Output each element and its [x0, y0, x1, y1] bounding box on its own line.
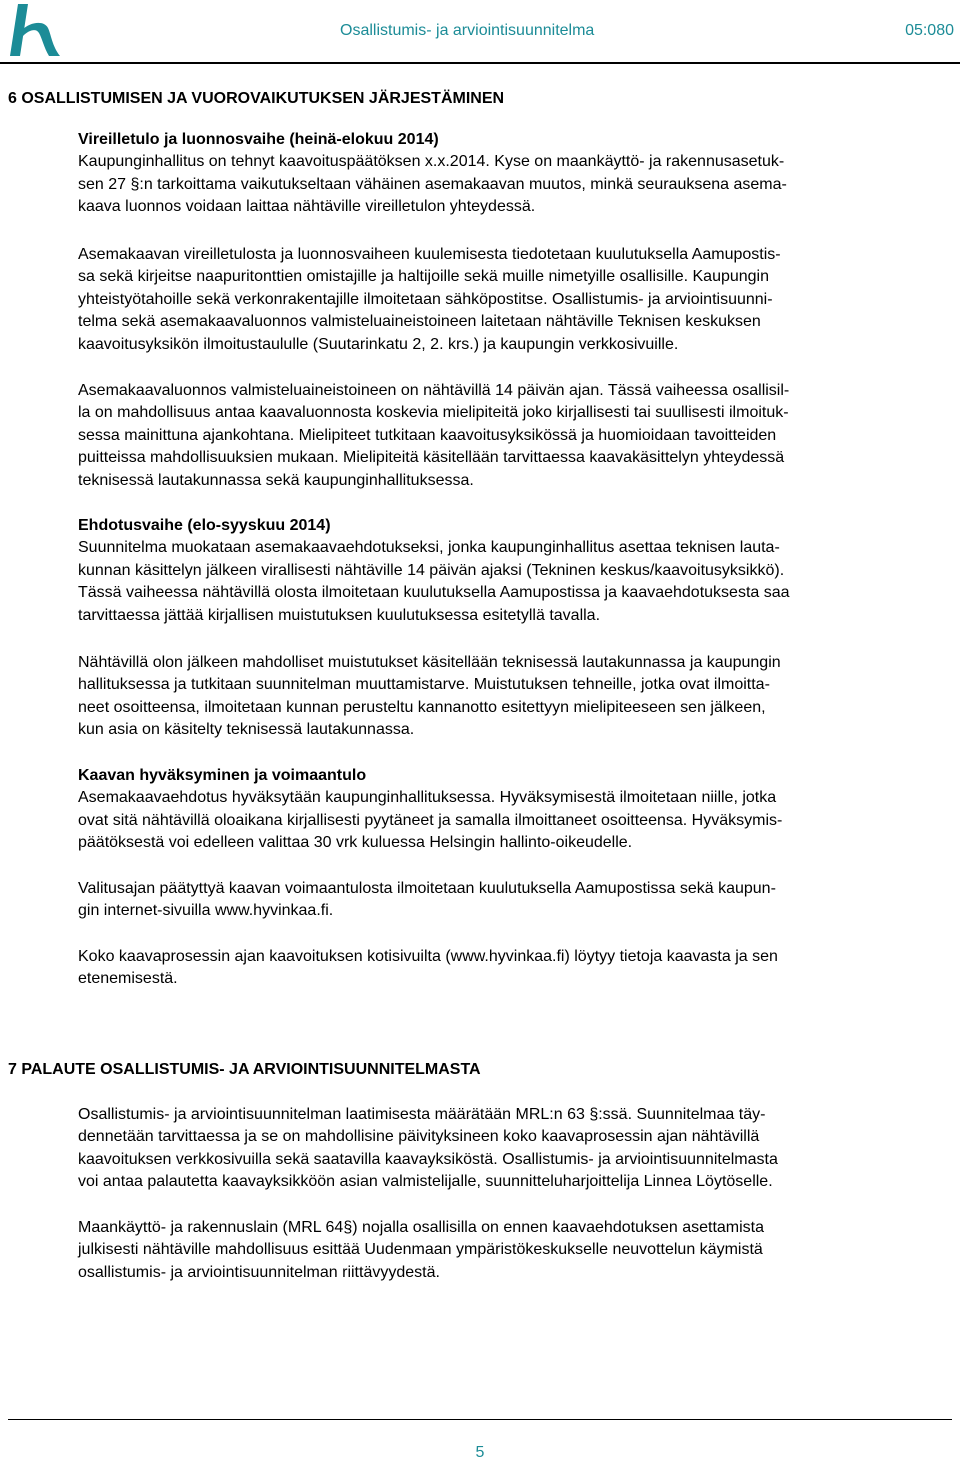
vireilletulo-paragraph-1 — [78, 151, 950, 218]
vireilletulo-paragraph-2 — [78, 244, 950, 356]
text-line: julkisesti nähtäville mahdollisuus esittää Uudenmaan ympäristökeskukselle neuvottelun käymistä — [78, 1241, 763, 1259]
hyvaksyminen-title: Kaavan hyväksyminen ja voimaantulo — [78, 767, 367, 784]
document-code: 05:080 — [905, 22, 954, 39]
ehdotus-title: Ehdotusvaihe (elo-syyskuu 2014) — [78, 517, 331, 534]
text-line: gin internet-sivuilla www.hyvinkaa.fi. — [78, 902, 334, 920]
text-line: Kaupunginhallitus on tehnyt kaavoituspäätöksen x.x.2014. Kyse on maankäyttö- ja rakennusasetuk- — [78, 153, 785, 171]
text-line: dennetään tarvittaessa ja se on mahdollisine päivityksineen koko kaavaprosessin ajan nähtävillä — [78, 1128, 760, 1146]
vireilletulo-block — [78, 129, 950, 219]
text-line: sessa mainittuna ajankohtana. Mielipiteet tutkitaan kaavoitusyksikössä ja huomioidaan tavoitteiden — [78, 426, 777, 444]
text-line: ovat sitä nähtävillä oloaikana kirjallisesti pyytäneet ja samalla ilmoittaneet osoitteensa. Hyväksymis- — [78, 811, 783, 829]
palaute-paragraph-2 — [78, 1217, 950, 1284]
document-title: Osallistumis- ja arviointisuunnitelma — [340, 22, 595, 39]
text-line: Koko kaavaprosessin ajan kaavoituksen kotisivuilta (www.hyvinkaa.fi) löytyy tietoja kaavasta ja sen — [78, 948, 778, 965]
text-line: kun asia on käsitelty teknisessä lautakunnassa. — [78, 721, 415, 739]
hyvaksyminen-paragraph-1 — [78, 787, 950, 854]
vireilletulo-title: Vireilletulo ja luonnosvaihe (heinä-elokuu 2014) — [78, 131, 439, 148]
text-line: sa sekä kirjeitse naapuritonttien omistajille ja haltijoille sekä muille nimetyille osallisille. Kaupungin — [78, 268, 770, 286]
text-line: Suunnitelma muokataan asemakaavaehdotukseksi, jonka kaupunginhallitus asettaa teknisen lauta- — [78, 539, 780, 557]
hyvinkaa-logo-icon — [4, 2, 64, 58]
section-6-heading: 6 OSALLISTUMISEN JA VUOROVAIKUTUKSEN JÄRJESTÄMINEN — [8, 90, 505, 107]
text-line: Nähtävillä olon jälkeen mahdolliset muistutukset käsitellään teknisessä lautakunnassa ja kaupungin — [78, 654, 781, 671]
header-divider — [0, 62, 960, 64]
text-line: neet osoitteensa, ilmoitetaan kunnan perusteltu kannanotto esitettyyn mielipiteeseen sen jälkeen, — [78, 698, 766, 716]
text-line: osallistumis- ja arviointisuunnitelman riittävyydestä. — [78, 1263, 440, 1281]
text-line: Tässä vaiheessa nähtävillä olosta ilmoitetaan kuulutuksella Aamupostissa ja kaavaehdotuksesta saa — [78, 584, 790, 602]
page-number: 5 — [475, 1444, 485, 1461]
text-line: puitteissa mahdollisuuksien mukaan. Mielipiteitä käsitellään tarvittaessa kaavakäsittelyn yhteydessä — [78, 449, 785, 467]
text-line: kunnan käsittelyn jälkeen virallisesti nähtäville 14 päivän ajaksi (Tekninen keskus/kaavoitusyksikkö). — [78, 561, 785, 579]
ehdotus-paragraph-1 — [78, 537, 950, 627]
vireilletulo-paragraph-3 — [78, 380, 950, 492]
text-line: sen 27 §:n tarkoittama vaikutukseltaan vähäinen asemakaavan muutos, minkä seurauksena asema- — [78, 175, 787, 193]
text-line: Osallistumis- ja arviointisuunnitelman laatimisesta määrätään MRL:n 63 §:ssä. Suunnitelmaa täy- — [78, 1106, 766, 1123]
footer-divider — [8, 1419, 952, 1420]
text-line: kaavoitusyksikön ilmoitustaululle (Suutarinkatu 2, 2. krs.) ja kaupungin verkkosivuille. — [78, 335, 679, 353]
text-line: Asemakaavan vireilletulosta ja luonnosvaiheen kuulemisesta tiedotetaan kuulutuksella Aamupostis- — [78, 246, 781, 263]
text-line: etenemisestä. — [78, 970, 178, 988]
ehdotus-block — [78, 515, 950, 627]
ehdotus-paragraph-2 — [78, 652, 950, 742]
text-line: yhteistyötahoille sekä verkonrakentajille ilmoitetaan sähköpostitse. Osallistumis- ja arviointisuunni- — [78, 290, 773, 308]
text-line: päätöksestä voi edelleen valittaa 30 vrk kuluessa Helsingin hallinto-oikeudelle. — [78, 834, 633, 852]
text-line: teknisessä lautakunnassa sekä kaupunginhallituksessa. — [78, 471, 474, 489]
page-header — [0, 0, 960, 62]
hyvaksyminen-paragraph-2 — [78, 878, 950, 923]
text-line: kaavoituksen verkkosivuilla sekä saatavilla kaavayksiköstä. Osallistumis- ja arviointisuunnitelmasta — [78, 1150, 778, 1168]
text-line: tarvittaessa jättää kirjallisen muistutuksen kuulutuksessa esitetyllä tavalla. — [78, 606, 601, 624]
palaute-paragraph-1 — [78, 1104, 950, 1194]
section-7-heading: 7 PALAUTE OSALLISTUMIS- JA ARVIOINTISUUNNITELMASTA — [8, 1061, 481, 1078]
text-line: Asemakaavaehdotus hyväksytään kaupunginhallituksessa. Hyväksymisestä ilmoitetaan niille, jotka — [78, 789, 777, 807]
text-line: Valitusajan päätyttyä kaavan voimaantulosta ilmoitetaan kuulutuksella Aamupostissa sekä kaupun- — [78, 880, 776, 897]
text-line: hallituksessa ja tutkitaan suunnitelman muuttamistarve. Muistutuksen tehneille, jotka ovat ilmoitta- — [78, 676, 770, 694]
text-line: telma sekä asemakaavaluonnos valmisteluaineistoineen laitetaan nähtäville Teknisen keskuksen — [78, 313, 761, 331]
text-line: la on mahdollisuus antaa kaavaluonnosta koskevia mielipiteitä joko kirjallisesti tai suullisesti ilmoituk- — [78, 404, 789, 422]
text-line: Asemakaavaluonnos valmisteluaineistoineen on nähtävillä 14 päivän ajan. Tässä vaiheessa osallisil- — [78, 382, 790, 399]
hyvaksyminen-block — [78, 765, 950, 855]
hyvaksyminen-paragraph-3 — [78, 946, 950, 991]
text-line: Maankäyttö- ja rakennuslain (MRL 64§) nojalla osallisilla on ennen kaavaehdotuksen asettamista — [78, 1219, 765, 1236]
text-line: voi antaa palautetta kaavayksikköön asian valmistelijalle, suunnitteluharjoittelija Linnea Löytöselle. — [78, 1173, 773, 1191]
text-line: kaava luonnos voidaan laittaa nähtäville vireilletulon yhteydessä. — [78, 198, 536, 216]
